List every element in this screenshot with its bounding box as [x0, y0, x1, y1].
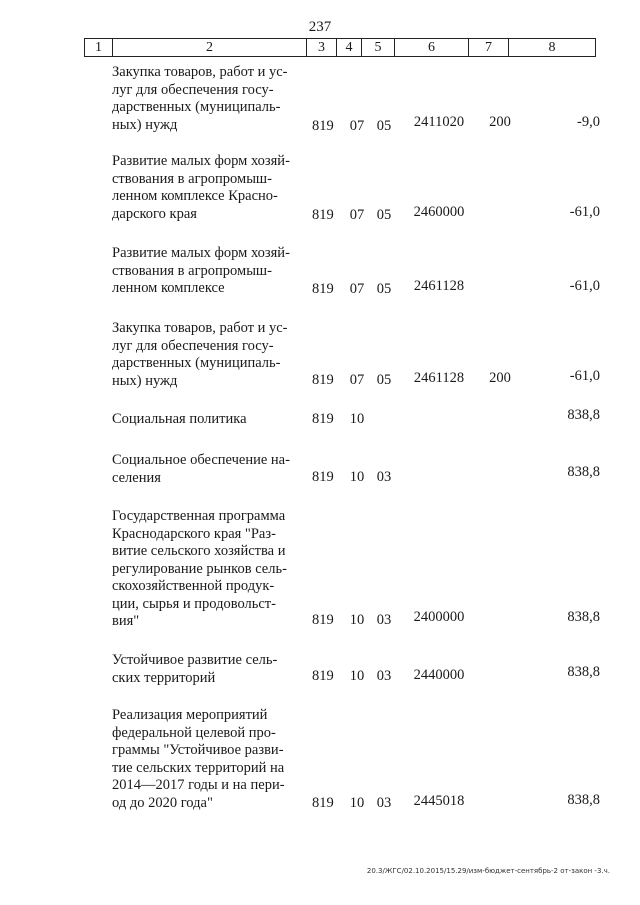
- row-description: Закупка товаров, работ и ус- луг для обеспечения госу- дарственных (муниципаль- ных) нужд: [112, 64, 288, 133]
- cell-expense-type: 200: [489, 370, 511, 386]
- document-footer: 20.3/ЖГС/02.10.2015/15.29/изм-бюджет-сентябрь-2 от-закон -3.ч.: [366, 867, 610, 875]
- cell-subsection: 05: [376, 207, 392, 223]
- cell-code: 819: [312, 207, 334, 223]
- cell-subsection: 05: [376, 281, 392, 297]
- header-col-6: 6: [395, 39, 469, 56]
- cell-target-article: 2411020: [413, 114, 465, 130]
- cell-subsection: 03: [376, 469, 392, 485]
- cell-target-article: 2461128: [413, 278, 465, 294]
- cell-amount: 838,8: [567, 664, 600, 680]
- row-description: Государственная программа Краснодарского края "Раз- витие сельского хозяйства и регулирование рынков сель- скохозяйственной продук- ции, сырья и продовольст- вия": [112, 508, 287, 629]
- row-description: Социальная политика: [112, 411, 247, 427]
- row-description: Социальное обеспечение на- селения: [112, 452, 290, 486]
- cell-code: 819: [312, 668, 334, 684]
- cell-subsection: 05: [376, 118, 392, 134]
- cell-section: 07: [349, 207, 365, 223]
- row-description: Развитие малых форм хозяй- ствования в агропромыш- ленном комплексе Красно- дарского края: [112, 153, 290, 222]
- cell-target-article: 2445018: [413, 793, 465, 809]
- cell-section: 10: [349, 795, 365, 811]
- cell-section: 10: [349, 469, 365, 485]
- header-col-4: 4: [337, 39, 362, 56]
- cell-section: 10: [349, 668, 365, 684]
- header-col-7: 7: [469, 39, 509, 56]
- cell-expense-type: 200: [489, 114, 511, 130]
- row-description: Реализация мероприятий федеральной целевой про- граммы "Устойчивое разви- тие сельских территорий на 2014—2017 годы и на пери- од до 2020 года": [112, 707, 285, 811]
- cell-amount: -61,0: [569, 278, 600, 294]
- cell-amount: 838,8: [567, 407, 600, 423]
- cell-subsection: 05: [376, 372, 392, 388]
- header-col-1: 1: [85, 39, 113, 56]
- cell-subsection: 03: [376, 612, 392, 628]
- cell-code: 819: [312, 372, 334, 388]
- row-description: Развитие малых форм хозяй- ствования в агропромыш- ленном комплексе: [112, 245, 290, 296]
- page-number: 237: [308, 19, 332, 35]
- cell-amount: -61,0: [569, 204, 600, 220]
- cell-amount: 838,8: [567, 464, 600, 480]
- cell-amount: -61,0: [569, 368, 600, 384]
- cell-target-article: 2461128: [413, 370, 465, 386]
- row-description: Закупка товаров, работ и ус- луг для обеспечения госу- дарственных (муниципаль- ных) нужд: [112, 320, 288, 389]
- cell-target-article: 2400000: [413, 609, 465, 625]
- cell-code: 819: [312, 411, 334, 427]
- cell-section: 07: [349, 281, 365, 297]
- cell-target-article: 2440000: [413, 667, 465, 683]
- cell-section: 07: [349, 372, 365, 388]
- cell-section: 10: [349, 411, 365, 427]
- row-description: Устойчивое развитие сель- ских территорий: [112, 652, 278, 686]
- cell-subsection: 03: [376, 668, 392, 684]
- cell-target-article: 2460000: [413, 204, 465, 220]
- cell-code: 819: [312, 469, 334, 485]
- header-col-8: 8: [548, 40, 556, 55]
- cell-subsection: 03: [376, 795, 392, 811]
- cell-amount: 838,8: [567, 609, 600, 625]
- cell-code: 819: [312, 795, 334, 811]
- cell-section: 07: [349, 118, 365, 134]
- cell-amount: 838,8: [567, 792, 600, 808]
- cell-amount: -9,0: [577, 114, 600, 130]
- cell-section: 10: [349, 612, 365, 628]
- header-col-3: 3: [307, 39, 337, 56]
- cell-code: 819: [312, 612, 334, 628]
- header-col-2: 2: [113, 39, 307, 56]
- cell-code: 819: [312, 118, 334, 134]
- cell-code: 819: [312, 281, 334, 297]
- header-col-5: 5: [362, 39, 395, 56]
- table-header: [84, 38, 596, 57]
